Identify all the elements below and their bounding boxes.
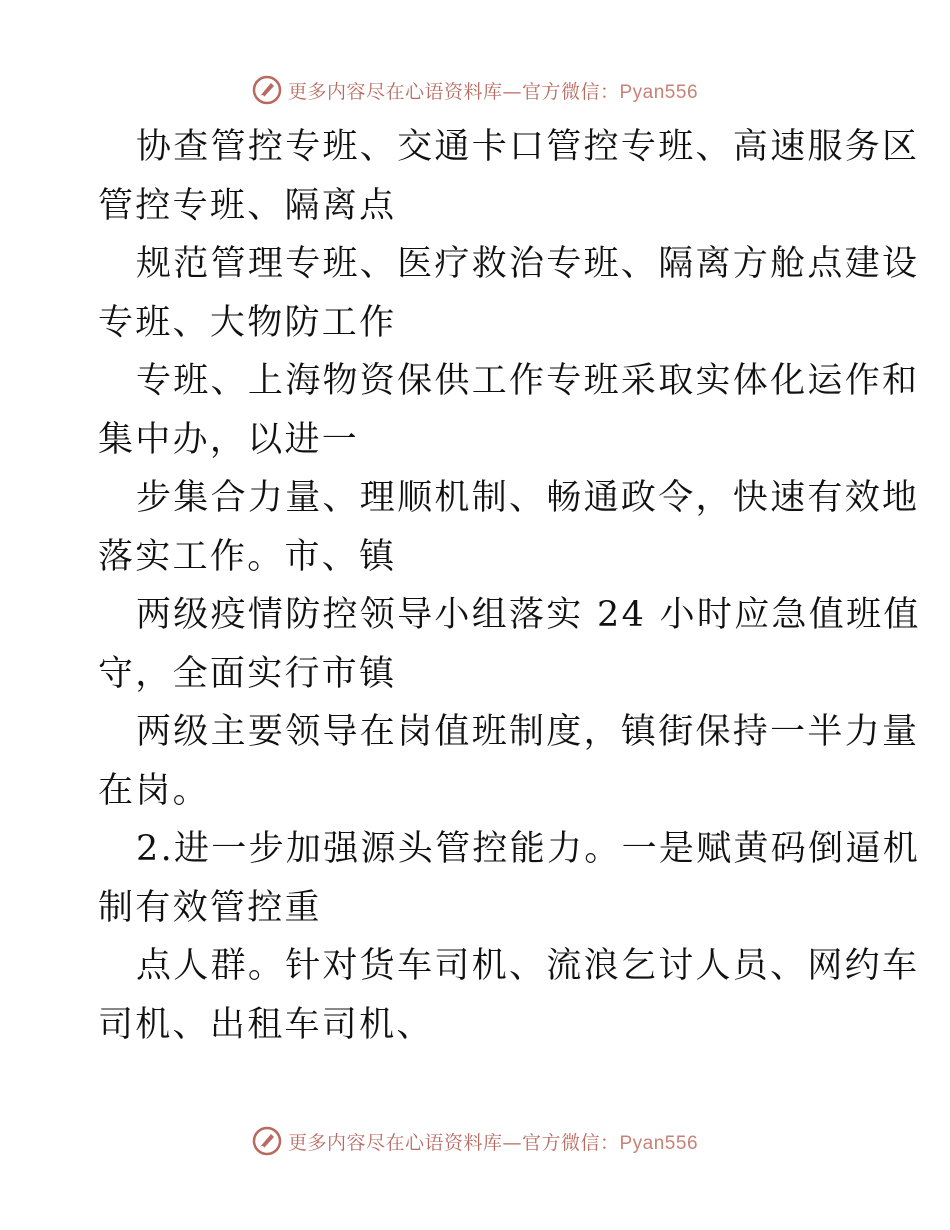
text-line: 2.进一步加强源头管控能力。一是赋黄码倒逼机 xyxy=(136,829,920,869)
text-line: 点人群。针对货车司机、流浪乞讨人员、网约车 xyxy=(136,946,920,986)
text-line: 两级疫情防控领导小组落实 24 小时应急值班值 xyxy=(136,595,921,635)
text-line: 在岗。 xyxy=(98,770,210,811)
document-body xyxy=(98,118,921,1054)
text-line: 协查管控专班、交通卡口管控专班、高速服务区 xyxy=(136,127,920,167)
watermark-text: 更多内容尽在心语资料库—官方微信：Pyan556 xyxy=(287,1131,699,1154)
text-line: 落实工作。市、镇 xyxy=(98,536,397,577)
text-line: 集中办，以进一 xyxy=(98,419,360,460)
watermark-text: 更多内容尽在心语资料库—官方微信：Pyan556 xyxy=(287,80,699,103)
header-watermark xyxy=(0,73,950,107)
pen-logo-icon xyxy=(252,75,282,105)
text-line: 步集合力量、理顺机制、畅通政令，快速有效地 xyxy=(136,478,920,518)
text-line: 专班、上海物资保供工作专班采取实体化运作和 xyxy=(136,361,920,401)
text-line: 管控专班、隔离点 xyxy=(98,185,397,226)
text-line: 两级主要领导在岗值班制度，镇街保持一半力量 xyxy=(136,712,920,752)
text-line: 守，全面实行市镇 xyxy=(98,653,397,694)
pen-logo-icon xyxy=(252,1126,282,1156)
text-line: 司机、出租车司机、 xyxy=(98,1004,434,1045)
text-line: 专班、大物防工作 xyxy=(98,302,397,343)
text-line: 制有效管控重 xyxy=(98,887,322,928)
footer-watermark xyxy=(0,1124,950,1158)
text-line: 规范管理专班、医疗救治专班、隔离方舱点建设 xyxy=(136,244,920,284)
